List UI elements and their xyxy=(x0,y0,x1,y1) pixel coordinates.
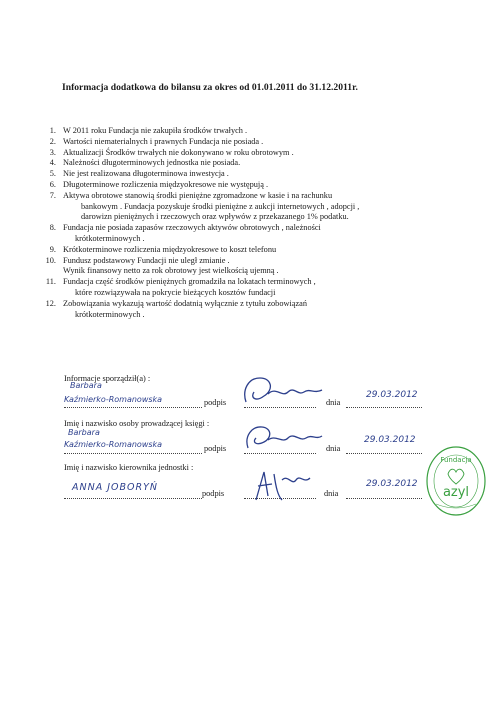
list-item-text: Fundusz podstawowy Fundacji nie uległ zmianie . xyxy=(63,255,230,265)
list-item-text: krótkoterminowych . xyxy=(75,309,145,319)
list-item-number: 4. xyxy=(49,158,56,168)
list-item-text: Wynik finansowy netto za rok obrotowy jest wielkością ujemną . xyxy=(63,266,279,276)
list-item-text: darowizn pieniężnych i rzeczowych oraz wpływów z przekazanego 1% podatku. xyxy=(81,212,349,222)
list-item-number: 12. xyxy=(45,298,56,308)
list-item-number: 6. xyxy=(49,180,56,189)
list-item-text: Zobowiązania wykazują wartość dodatnią wyłącznie z tytułu zobowiązań xyxy=(63,298,307,308)
list-item-text: W 2011 roku Fundacja nie zakupiła środków trwałych . xyxy=(63,126,248,135)
head-date-dots xyxy=(346,497,422,499)
books-name-hand-last: Kaźmierko-Romanowska xyxy=(64,440,163,449)
list-item-number: 11. xyxy=(45,277,56,287)
prepared-date: 29.03.2012 xyxy=(366,390,418,400)
books-podpis-label: podpis xyxy=(204,444,227,453)
list-item-number: 10. xyxy=(45,255,56,265)
document-title: Informacja dodatkowa do bilansu za okres od 01.01.2011 do 31.12.2011r. xyxy=(62,82,358,93)
prepared-podpis-label: podpis xyxy=(204,398,227,407)
head-podpis-label: podpis xyxy=(202,489,225,498)
books-dnia-label: dnia xyxy=(326,444,341,453)
head-name-dots xyxy=(64,497,202,499)
books-name-hand-first: Barbara xyxy=(68,428,100,437)
list-item-text: Krótkoterminowe rozliczenia międzyokresowe to koszt telefonu xyxy=(63,244,277,254)
list-item-text: Aktywa obrotowe stanowią środki pieniężne zgromadzone w kasie i na rachunku xyxy=(63,190,333,200)
head-date: 29.03.2012 xyxy=(366,479,418,489)
list-item-text: bankowym . Fundacja pozyskuje środki pieniężne z aukcji internetowych , adopcji , xyxy=(81,201,360,211)
list-item-text: Fundacja część środków pieniężnych gromadziła na lokatach terminowych , xyxy=(63,277,316,287)
books-label: Imię i nazwisko osoby prowadzącej księgi : xyxy=(64,419,210,428)
stamp-line1: Fundacja xyxy=(440,456,472,464)
list-item-text: Fundacja nie posiada zapasów rzeczowych aktywów obrotowych , należności xyxy=(63,223,321,233)
head-label: Imię i nazwisko kierownika jednostki : xyxy=(64,463,194,472)
prepared-name-hand-last: Kaźmierko-Romanowska xyxy=(64,395,163,404)
list-item-number: 9. xyxy=(49,244,56,254)
prepared-label: Informacje sporządził(a) : xyxy=(64,374,151,383)
list-item-number: 1. xyxy=(49,126,56,135)
books-signature xyxy=(240,420,326,454)
prepared-name-dots xyxy=(64,406,202,408)
books-date-dots xyxy=(346,452,422,454)
list-item-number: 7. xyxy=(49,190,56,200)
list-item-text: Wartości niematerialnych i prawnych Fundacja nie posiada . xyxy=(63,136,264,146)
foundation-stamp xyxy=(424,444,488,518)
head-name-hand: ANNA JOBORYŃ xyxy=(72,482,159,493)
list-item-text: Należności długoterminowych jednostka nie posiada. xyxy=(63,158,241,168)
prepared-signature xyxy=(238,372,328,408)
prepared-dnia-label: dnia xyxy=(326,398,341,407)
list-item-number: 5. xyxy=(49,169,56,179)
list-item-number: 2. xyxy=(49,136,56,146)
list-item-number: 3. xyxy=(49,147,56,157)
books-date: 29.03.2012 xyxy=(364,435,416,445)
prepared-date-dots xyxy=(346,406,422,408)
head-dnia-label: dnia xyxy=(324,489,339,498)
list-item-text: Aktualizacji Środków trwałych nie dokonywano w roku obrotowym . xyxy=(63,147,294,157)
prepared-name-hand-first: Barbara xyxy=(70,381,102,390)
list-item-number: 8. xyxy=(49,223,56,233)
books-name-dots xyxy=(64,452,202,454)
list-item-text: krótkoterminowych . xyxy=(75,233,145,243)
list-item-text: Nie jest realizowana długoterminowa inwestycja . xyxy=(63,169,229,179)
stamp-line2: azyl xyxy=(442,485,470,500)
list-item-text: które rozwiązywała na pokrycie bieżących kosztów fundacji xyxy=(75,287,276,297)
list-item-text: Długoterminowe rozliczenia międzyokresowe nie występują . xyxy=(63,180,269,189)
head-signature xyxy=(246,466,316,506)
